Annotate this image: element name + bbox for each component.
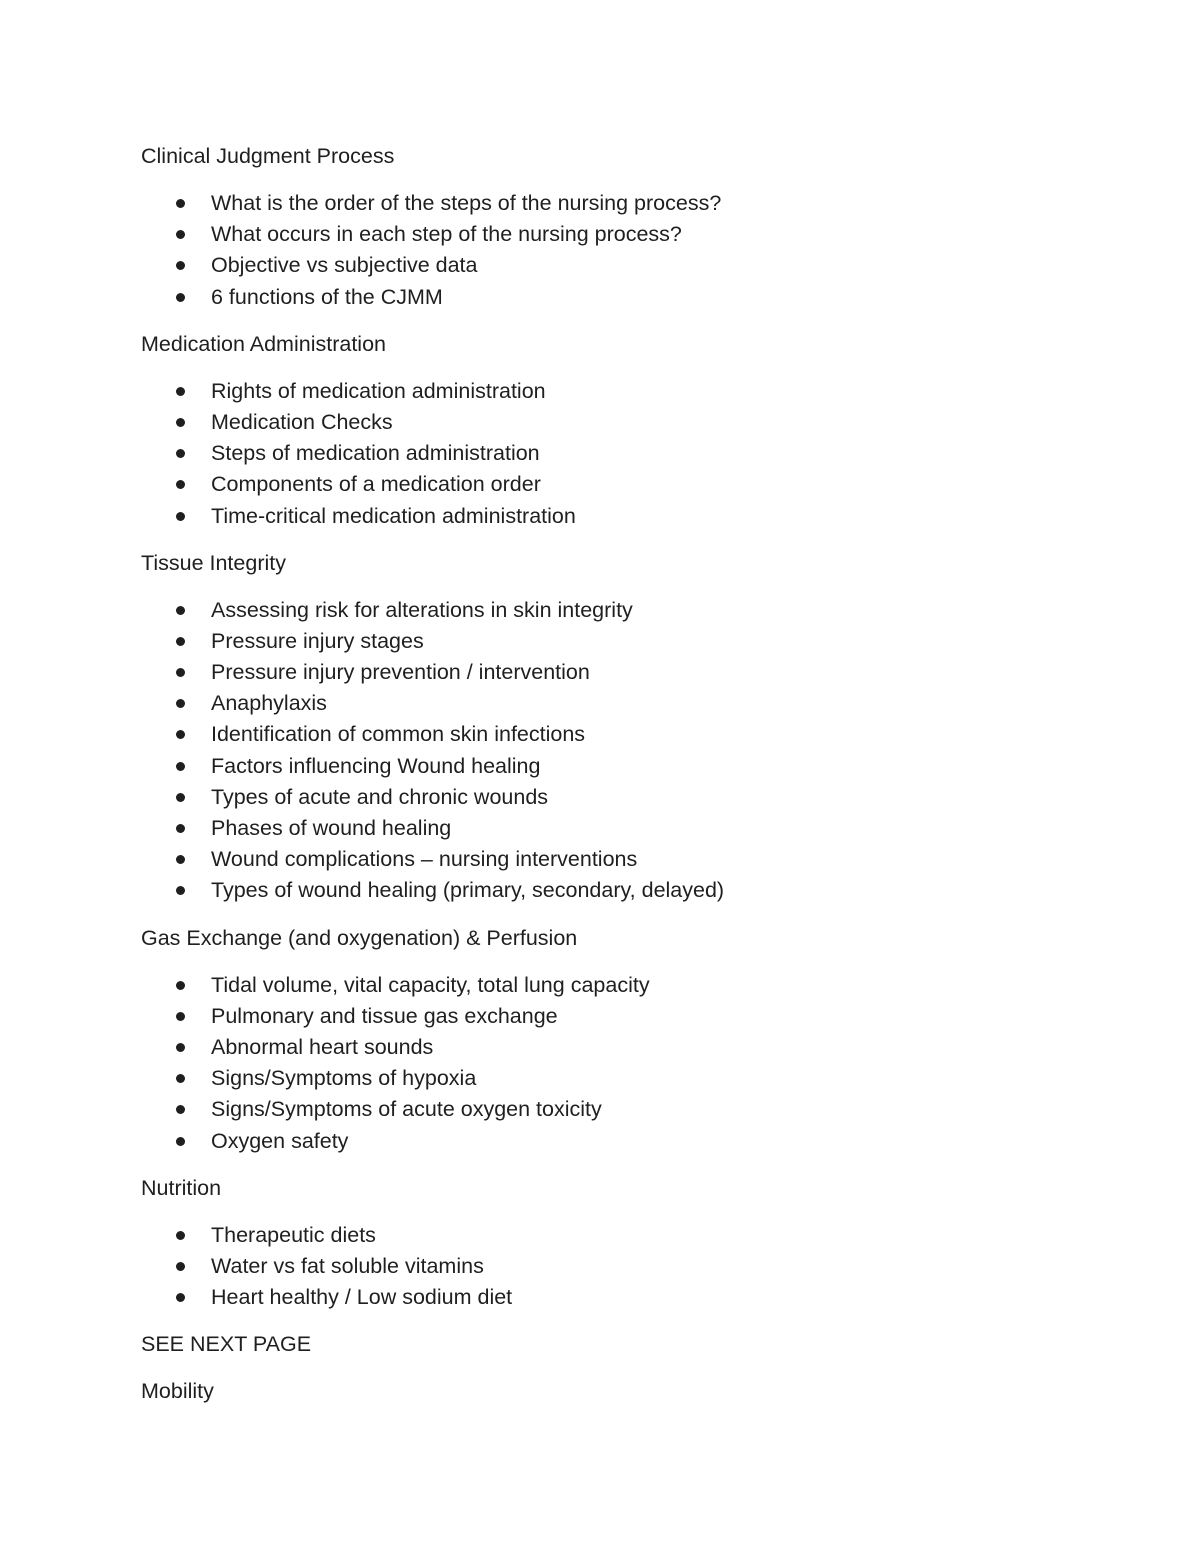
- list-item: [141, 688, 1101, 719]
- bullet-list: [141, 376, 1101, 532]
- bullet-icon: [176, 293, 185, 302]
- list-item-text: Oxygen safety: [211, 1128, 349, 1153]
- list-item: [141, 875, 1101, 906]
- list-item-text: Medication Checks: [211, 409, 393, 434]
- bullet-icon: [176, 606, 185, 615]
- list-item-text: Time-critical medication administration: [211, 503, 576, 528]
- list-item: [141, 1251, 1101, 1282]
- list-item: [141, 438, 1101, 469]
- section-heading: Gas Exchange (and oxygenation) & Perfusion: [141, 925, 578, 950]
- bullet-icon: [176, 387, 185, 396]
- list-item: [141, 1001, 1101, 1032]
- list-item: [141, 657, 1101, 688]
- bullet-list: [141, 188, 1101, 313]
- list-item: [141, 1032, 1101, 1063]
- bullet-icon: [176, 730, 185, 739]
- list-item-text: Pressure injury stages: [211, 628, 424, 653]
- list-item: [141, 250, 1101, 281]
- list-item-text: Therapeutic diets: [211, 1222, 376, 1247]
- section-heading: Mobility: [141, 1379, 214, 1404]
- list-item-text: Pressure injury prevention / intervention: [211, 660, 590, 685]
- bullet-icon: [176, 1012, 185, 1021]
- bullet-icon: [176, 762, 185, 771]
- bullet-icon: [176, 512, 185, 521]
- list-item: [141, 595, 1101, 626]
- list-item: [141, 626, 1101, 657]
- list-item: [141, 219, 1101, 250]
- list-item: [141, 469, 1101, 500]
- list-item: [141, 1126, 1101, 1157]
- list-item-text: Assessing risk for alterations in skin integrity: [211, 597, 633, 622]
- list-item-text: Identification of common skin infections: [211, 722, 586, 747]
- list-item: [141, 501, 1101, 532]
- bullet-icon: [176, 449, 185, 458]
- list-item-text: Rights of medication administration: [211, 378, 546, 403]
- list-item-text: 6 functions of the CJMM: [211, 284, 443, 309]
- list-item-text: Tidal volume, vital capacity, total lung capacity: [211, 972, 650, 997]
- list-item-text: Wound complications – nursing interventions: [211, 847, 638, 872]
- bullet-icon: [176, 1262, 185, 1271]
- bullet-icon: [176, 824, 185, 833]
- list-item-text: Water vs fat soluble vitamins: [211, 1253, 484, 1278]
- bullet-icon: [176, 480, 185, 489]
- bullet-icon: [176, 1293, 185, 1302]
- document-page: [141, 141, 1101, 1407]
- bullet-icon: [176, 668, 185, 677]
- bullet-icon: [176, 637, 185, 646]
- bullet-icon: [176, 1043, 185, 1052]
- list-item: [141, 188, 1101, 219]
- list-item: [141, 376, 1101, 407]
- bullet-icon: [176, 855, 185, 864]
- list-item: [141, 1094, 1101, 1125]
- bullet-icon: [176, 1231, 185, 1240]
- bullet-icon: [176, 230, 185, 239]
- section-heading: Medication Administration: [141, 331, 386, 356]
- bullet-icon: [176, 699, 185, 708]
- bullet-icon: [176, 793, 185, 802]
- list-item-text: Heart healthy / Low sodium diet: [211, 1285, 513, 1310]
- list-item-text: What is the order of the steps of the nursing process?: [211, 191, 722, 215]
- list-item: [141, 813, 1101, 844]
- list-item-text: Abnormal heart sounds: [211, 1034, 434, 1059]
- list-item-text: What occurs in each step of the nursing process?: [211, 222, 682, 247]
- section-heading: Tissue Integrity: [141, 550, 286, 575]
- list-item-text: Signs/Symptoms of hypoxia: [211, 1066, 477, 1091]
- list-item: [141, 407, 1101, 438]
- section-heading: Clinical Judgment Process: [141, 144, 395, 168]
- bullet-icon: [176, 1137, 185, 1146]
- list-item: [141, 1063, 1101, 1094]
- list-item: [141, 782, 1101, 813]
- list-item-text: Components of a medication order: [211, 472, 541, 497]
- list-item: [141, 719, 1101, 750]
- list-item: [141, 751, 1101, 782]
- list-item-text: Types of acute and chronic wounds: [211, 784, 549, 809]
- bullet-icon: [176, 418, 185, 427]
- list-item-text: Objective vs subjective data: [211, 253, 478, 278]
- bullet-icon: [176, 1105, 185, 1114]
- list-item-text: Factors influencing Wound healing: [211, 753, 541, 778]
- list-item: [141, 1220, 1101, 1251]
- bullet-icon: [176, 981, 185, 990]
- bullet-icon: [176, 886, 185, 895]
- list-item-text: Anaphylaxis: [211, 691, 327, 716]
- list-item-text: Types of wound healing (primary, secondary, delayed): [211, 878, 725, 903]
- bullet-icon: [176, 199, 185, 208]
- bullet-icon: [176, 1074, 185, 1083]
- list-item-text: Steps of medication administration: [211, 441, 540, 466]
- see-next-page-note: SEE NEXT PAGE: [141, 1332, 312, 1357]
- list-item-text: Signs/Symptoms of acute oxygen toxicity: [211, 1097, 602, 1122]
- list-item-text: Phases of wound healing: [211, 816, 452, 840]
- bullet-list: [141, 1220, 1101, 1314]
- list-item-text: Pulmonary and tissue gas exchange: [211, 1003, 558, 1028]
- bullet-list: [141, 970, 1101, 1157]
- list-item: [141, 970, 1101, 1001]
- bullet-list: [141, 595, 1101, 907]
- section-heading: Nutrition: [141, 1175, 222, 1200]
- list-item: [141, 282, 1101, 313]
- list-item: [141, 844, 1101, 875]
- bullet-icon: [176, 261, 185, 270]
- list-item: [141, 1282, 1101, 1313]
